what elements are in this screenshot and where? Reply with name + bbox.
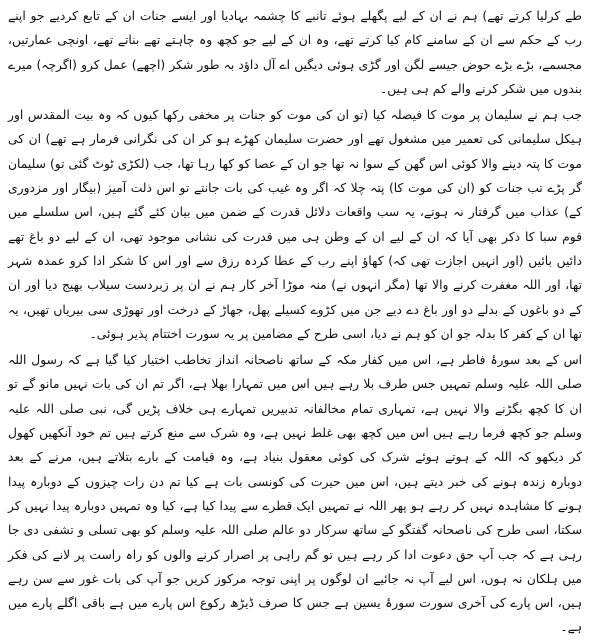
paragraph-2: جب ہم نے سلیمان پر موت کا فیصلہ کیا (تو ان کی موت کو جنات پر مخفی رکھا کیوں کہ وہ بیت المقدس اور ہیکل سلیمانی کی تعمیر میں مشغول تھے اور حضرت سلیمان کھڑے ہو کر ان کی نگرانی فرمار ہے تھے) ان کی موت کا پتہ دینے والا کوئی اس گھن کے سوا نہ تھا جو ان کے عصا کو کھا رہا تھا، جب (لکڑی ٹوٹ گئی تو) سلیمان گر پڑے تب جنات کو (ان کی موت کا) پتہ چلا کہ اگر وہ غیب کی بات جانتے تو اس ذلت آمیز (بیگار اور مزدوری کے) عذاب میں گرفتار نہ ہوتے، یہ سب واقعات دلائل قدرت کے ضمن میں بیان کئے گئے ہیں، اس سلسلے میں قوم سبا کا ذکر بھی آیا کہ ان کے لیے ان کے وطن ہی میں قدرت کی نشانی موجود تھی، ان کے لیے دو باغ تھے دائیں بائیں (اور انہیں اجازت تھی کہ) کھاؤ اپنے رب کے عطا کردہ رزق سے اور اس کا شکر ادا کرو عمدہ شہر تھا، اور اللہ مغفرت کرنے والا تھا (مگر انہوں نے) منہ موڑا آخر کار ہم نے ان پر زبردست سیلاب بھیج دیا اور ان کے دو باغوں کے بدلے دو اور باغ دے دیے جن میں کڑوے کسیلے پھل، جھاڑ کے درخت اور تھوڑی سی بیریاں تھیں، یہ تھا ان کے کفر کا بدلہ جو ان کو ہم نے دیا، اسی طرح کے مضامین پر یہ سورت اختتام پذیر ہوئی۔ — [8, 108, 582, 341]
paragraph-3: اس کے بعد سورۂ فاطر ہے، اس میں کفار مکہ کے ساتھ ناصحانہ انداز تخاطب اختیار کیا گیا ہے کہ رسول اللہ صلی اللہ علیہ وسلم تمہیں جس طرف بلا رہے ہیں اس میں تمہارا بھلا ہے، اگر تم ان کی بات نہیں مانو گے تو ان کا کچھ بگڑنے والا نہیں ہے، تمہاری تمام مخالفانہ تدبیریں تمہارے ہی خلاف پڑیں گی، نبی صلی اللہ علیہ وسلم جو کچھ فرما رہے ہیں اس میں کچھ بھی غلط نہیں ہے، وہ شرک سے منع کرتے ہیں تم خود آنکھیں کھول کر دیکھو کہ اللہ کے ہوتے ہوئے شرک کی کوئی معقول بنیاد ہے، وہ قیامت کے بارے بتلاتے ہیں، مرنے کے بعد دوبارہ زندہ ہونے کی خبر دیتے ہیں، اس میں حیرت کی کونسی بات ہے کیا تم دن رات چیزوں کے دوبارہ پیدا ہونے کا مشاہدہ نہیں کر رہے ہو پھر اللہ نے تمہیں ایک قطرے سے پیدا کیا ہے، کیا وہ تمہیں دوبارہ پیدا نہیں کر سکتا، اسی طرح کی ناصحانہ گفتگو کے ساتھ سرکار دو عالم صلی اللہ علیہ وسلم کو بھی تسلی و تشفی دی جا رہی ہے کہ جب آپ حق دعوت ادا کر رہے ہیں تو گم راہی پر اصرار کرنے والوں کو راہ راست پر لانے کی فکر میں ہلکان نہ ہوں، اس لیے آپ نہ جائیے ان لوگوں پر اپنی توجہ مرکوز کریں جو آپ کی بات غور سے سن رہے ہیں، اس پارے کی آخری سورت سورۂ یسین ہے جس کا صرف ڈیڑھ رکوع اس پارے میں ہے باقی اگلے پارے میں ہے۔ — [8, 353, 582, 635]
paragraph-1: طے کرلیا کرتے تھے) ہم نے ان کے لیے پگھلے ہوئے تانبے کا چشمہ بہادیا اور ایسے جنات ان کے تابع کردیے جو اپنے رب کے حکم سے ان کے سامنے کام کیا کرتے تھے، وہ ان کے لیے جو کچھ وہ چاہتے تھے بناتے تھے، اونچی عمارتیں، مجسمے، بڑے بڑے حوض جیسے لگن اور گڑی ہوئی دیگیں اے آل داؤد بہ طور شکر (اچھے) عمل کرو (اگرچہ) میرے بندوں میں شکر کرنے والے کم ہی ہیں۔ — [8, 9, 582, 96]
